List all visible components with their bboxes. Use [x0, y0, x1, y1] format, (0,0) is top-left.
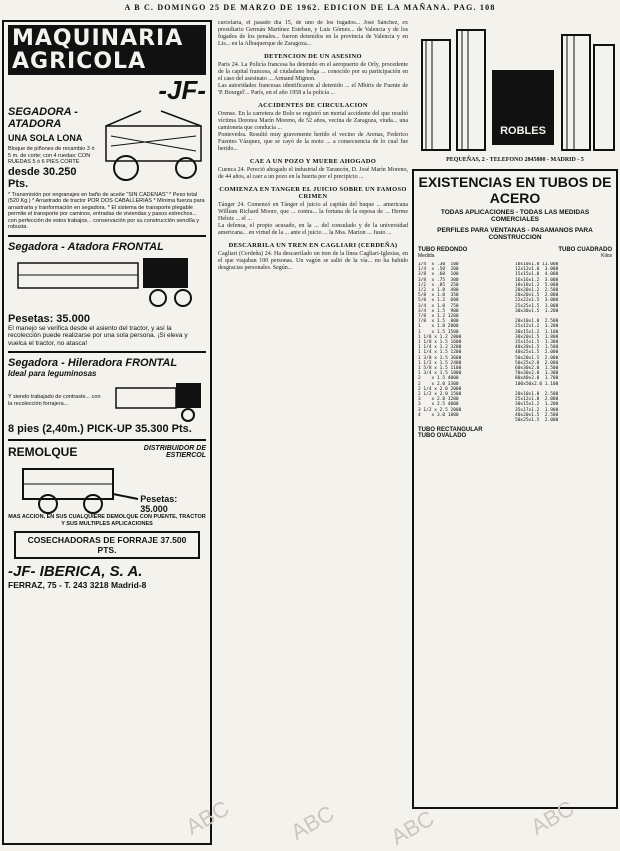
- s4-title: REMOLQUE: [8, 445, 78, 459]
- article-tanger: Tánger 24. Comenzó en Tánger el juicio al capitán del buque ... americana William Richard Moore, que ... contra... la fortuna de la esposa de ... Herme Heloiz ... el ...: [218, 202, 408, 222]
- col-medida-label: Medida: [418, 253, 435, 259]
- headline-cagliari: DESCARRILA UN TREN EN CAGLIARI (CERDEÑA): [228, 242, 398, 249]
- headline-accidentes: ACCIDENTES DE CIRCULACION: [258, 102, 368, 109]
- tubos-col-2: 10x10x1.0 11.000 12x12x1.0 3.000 15x15x1.0 4.000 16x16x1.2 3.000 18x18x1.2 5.000 20x20x1.2 2.500 20x20x1.5 2.000 22x22x1.5 3.000 25x25x1.5 1.000 30x30x1.5 1.200 20x10x1.0 2.500 25x12x1.2 1.200 30x15x1.2 1.100 30x20x1.5 1.800 35x15x1.5 1.300 40x20x1.5 1.500 40x25x1.5 2.000 50x20x1.5 2.000 50x25x2.0 2.000 60x30x2.0 1.500 70x30x2.0 1.300 80x40x2.0 1.700 100x50x2.0 1.100 20x10x1.0 2.500 25x12x1.0 2.000 30x15x1.2 1.200 35x17x1.2 1.900 40x20x1.5 2.500 50x25x1.5 2.000: [515, 262, 559, 424]
- s2-text: El manejo se verifica desde el asiento del tractor, y así la recolección puede realizarse por una sola persona. ¡Si eleva y vuelca el tractor, no atasca!: [8, 324, 188, 347]
- s1-price: desde 30.250 Pts.: [8, 165, 77, 190]
- watermark: ABC: [181, 795, 234, 840]
- brand-mark: -JF-: [158, 75, 206, 105]
- article-pozo: Cuenca 24. Pereció ahogado el industrial de Tarancón, D. José Marín Moreno, de 44 años, al caer a un pozo en la huerta por el precipicio ...: [218, 167, 408, 180]
- article-accidentes-2: Pontevedra. Resultó muy gravemente herido el vecino de Arenas, Federico Fuentes Vázquez, que se cayó de la moto ... a consecuencia de lo cual fue herido...: [218, 132, 408, 152]
- robles-caption: PEQUEÑAS, 2 - TELEFONO 2845800 - MADRID - 5: [446, 157, 584, 163]
- s3-title: Segadora - Hileradora FRONTAL: [8, 357, 178, 369]
- col-kilos-label: Kilos: [601, 253, 612, 259]
- segadora-atadora-illustration: [101, 106, 206, 186]
- tubos-sub1: TODAS APLICACIONES - TODAS LAS MEDIDAS COMERCIALES: [440, 209, 590, 223]
- tubo-ovalado-label: TUBO OVALADO: [418, 433, 467, 440]
- tubo-redondo-label: TUBO REDONDO: [418, 247, 468, 253]
- tubos-col-1: 1/4 x .30 100 1/4 x .50 200 3/8 x .60 100 3/8 x .75 300 1/2 x .85 250 1/2 x 1.0 400 5/8 x 1.0 350 5/8 x 1.2 600 3/4 x 1.0 750 3/4 x 1.5 900 7/8 x 1.2 1200 7/8 x 1.5 800 1 x 1.0 2000 1 x 1.5 1500 1 1/8 x 1.2 2800 1 1/8 x 1.5 1600 1 1/4 x 1.2 3200 1 1/4 x 1.5 1200 1 3/8 x 1.5 3600 1 1/2 x 1.5 2400 1 5/8 x 1.5 1100 1 3/4 x 1.5 1800 2 x 1.5 4000 2 x 2.0 3300 2 1/4 x 2.0 2000 2 1/2 x 2.0 1500 3 x 2.0 1200 3 x 2.5 4000 3 1/2 x 2.5 2000 4 x 3.0 1800: [418, 262, 462, 418]
- s4-subtitle: DISTRIBUIDOR DE ESTIERCOL: [143, 445, 206, 459]
- ad-title: MAQUINARIA AGRICOLA: [8, 25, 206, 75]
- s1-note: Bloque de piñones de recambio 3 ó 5 m. de corte; con 4 ruedas: CON RUEDAS 5 ó 6 PIES CORTE: [8, 146, 95, 165]
- intro-text: carcelaria, el pasado día 15, de uno de los fugados... José Sánchez, ex presidiario Germán Martínez Esteban, y Luis Gómez... de Valencia y de los fugados de los penales... fueron detenidos en la provincia de Valencia y en Lis... en la Albuquerque de Zaragoza...: [218, 20, 408, 47]
- article-accidentes: Orense. En la carretera de Bolo se registró un mortal accidente del que resultó víctima Dorotea Marín Moreno, de 52 años, vecina de Zaragoza, viuda... una camioneta que conducía ...: [218, 111, 408, 131]
- tubos-title: EXISTENCIAS EN TUBOS DE ACERO: [418, 174, 612, 206]
- article-asesino: Paris 24. La Policía francesa ha detenido en el aeropuerto de Orly, procedente de la capital francesa, al ciudadano belga ... conocido por su participación en el caso del asesinato ... Armand Mignon.: [218, 62, 408, 82]
- article-tanger-2: La defensa, el propio acusado, en la ... del consulado y de la universidad americana... en virtud de la ... ante el juicio ... la Mss. Marion ... Justo ...: [218, 223, 408, 236]
- company-name: -JF- IBERICA, S. A.: [8, 563, 143, 580]
- tubo-cuadrado-label: TUBO CUADRADO: [558, 247, 612, 253]
- s2-price: Pesetas: 35.000: [8, 312, 90, 325]
- hileradora-illustration: [106, 378, 206, 423]
- segadora-frontal-illustration: [8, 253, 203, 308]
- ad-robles: [412, 20, 618, 845]
- ad-maquinaria-agricola: [2, 20, 212, 845]
- news-column: [218, 20, 408, 845]
- watermark: ABC: [286, 800, 339, 845]
- s1-features: * Transmisión por engranajes en baño de aceite "SIN CADENAS" * Peso total (520 Kg.) * Arrastrado de tractor POR DOS CABALLERIAS * Mínima fuerza para arrastrarla y tranformación en segadora. * El sistema de transporte plegable permite el transporte por caminos, entradas de viviendas y pasos estrechos... con perfección de estos trabajos... conservación por su construcción sencilla y robusta.: [8, 191, 205, 230]
- s3-text: Y siendo trabajado de contraste... con la recolección forrajera...: [8, 394, 101, 407]
- headline-tanger: COMIENZA EN TANGER EL JUICIO SOBRE UN FAMOSO CRIMEN: [219, 186, 407, 200]
- s4-price: Pesetas: 35.000: [140, 494, 178, 514]
- s1-tag: UNA SOLA LONA: [8, 133, 83, 143]
- s3-price: 8 pies (2,40m.) PICK-UP 35.300 Pts.: [8, 423, 192, 435]
- remolque-illustration: [8, 459, 140, 514]
- s3-subtitle: Ideal para leguminosas: [8, 369, 97, 378]
- s2-title: Segadora - Atadora FRONTAL: [8, 240, 164, 253]
- headline-pozo: CAE A UN POZO Y MUERE AHOGADO: [249, 158, 377, 165]
- tubes-illustration: [412, 20, 618, 155]
- article-asesino-2: Las autoridades francesas identificaron al detenido ... el Mbiris de Fuente de 'P. Bourgel'... París, en el año 1958 a la policía ...: [218, 83, 408, 96]
- s4-note: MAS ACCION, EN SUS CUALQUIERE DEMOLQUE CON PUENTE, TRACTOR Y SUS MULTIPLES APLICACIONES: [8, 514, 206, 527]
- s1-title: SEGADORA - ATADORA: [8, 106, 78, 130]
- headline-asesino: DETENCION DE UN ASESINO: [264, 53, 362, 60]
- tubos-box: [412, 169, 618, 809]
- tubos-table: [418, 262, 612, 423]
- tubo-rectangular-label: TUBO RECTANGULAR: [418, 427, 483, 434]
- watermark: ABC: [386, 805, 439, 850]
- article-cagliari: Cagliari (Cerdeña) 24. Ha descarrilado un tren de la línea Cagliari-Iglesias, en el que viajaban 100 personas. Un vagón se salió de la vía... no ha habido desgracias personales. Según...: [218, 251, 408, 271]
- brand-robles: ROBLES: [500, 125, 546, 137]
- tubos-sub2: PERFILES PARA VENTANAS - PASAMANOS PARA CONSTRUCCION: [437, 227, 593, 241]
- watermark: ABC: [526, 795, 579, 840]
- s5-banner: COSECHADORAS DE FORRAJE 37.500 PTS.: [14, 531, 200, 559]
- page-header: A B C. DOMINGO 25 DE MARZO DE 1962. EDICION DE LA MAÑANA. PAG. 108: [124, 3, 496, 12]
- company-address: FERRAZ, 75 - T. 243 3218 Madrid-8: [8, 580, 147, 590]
